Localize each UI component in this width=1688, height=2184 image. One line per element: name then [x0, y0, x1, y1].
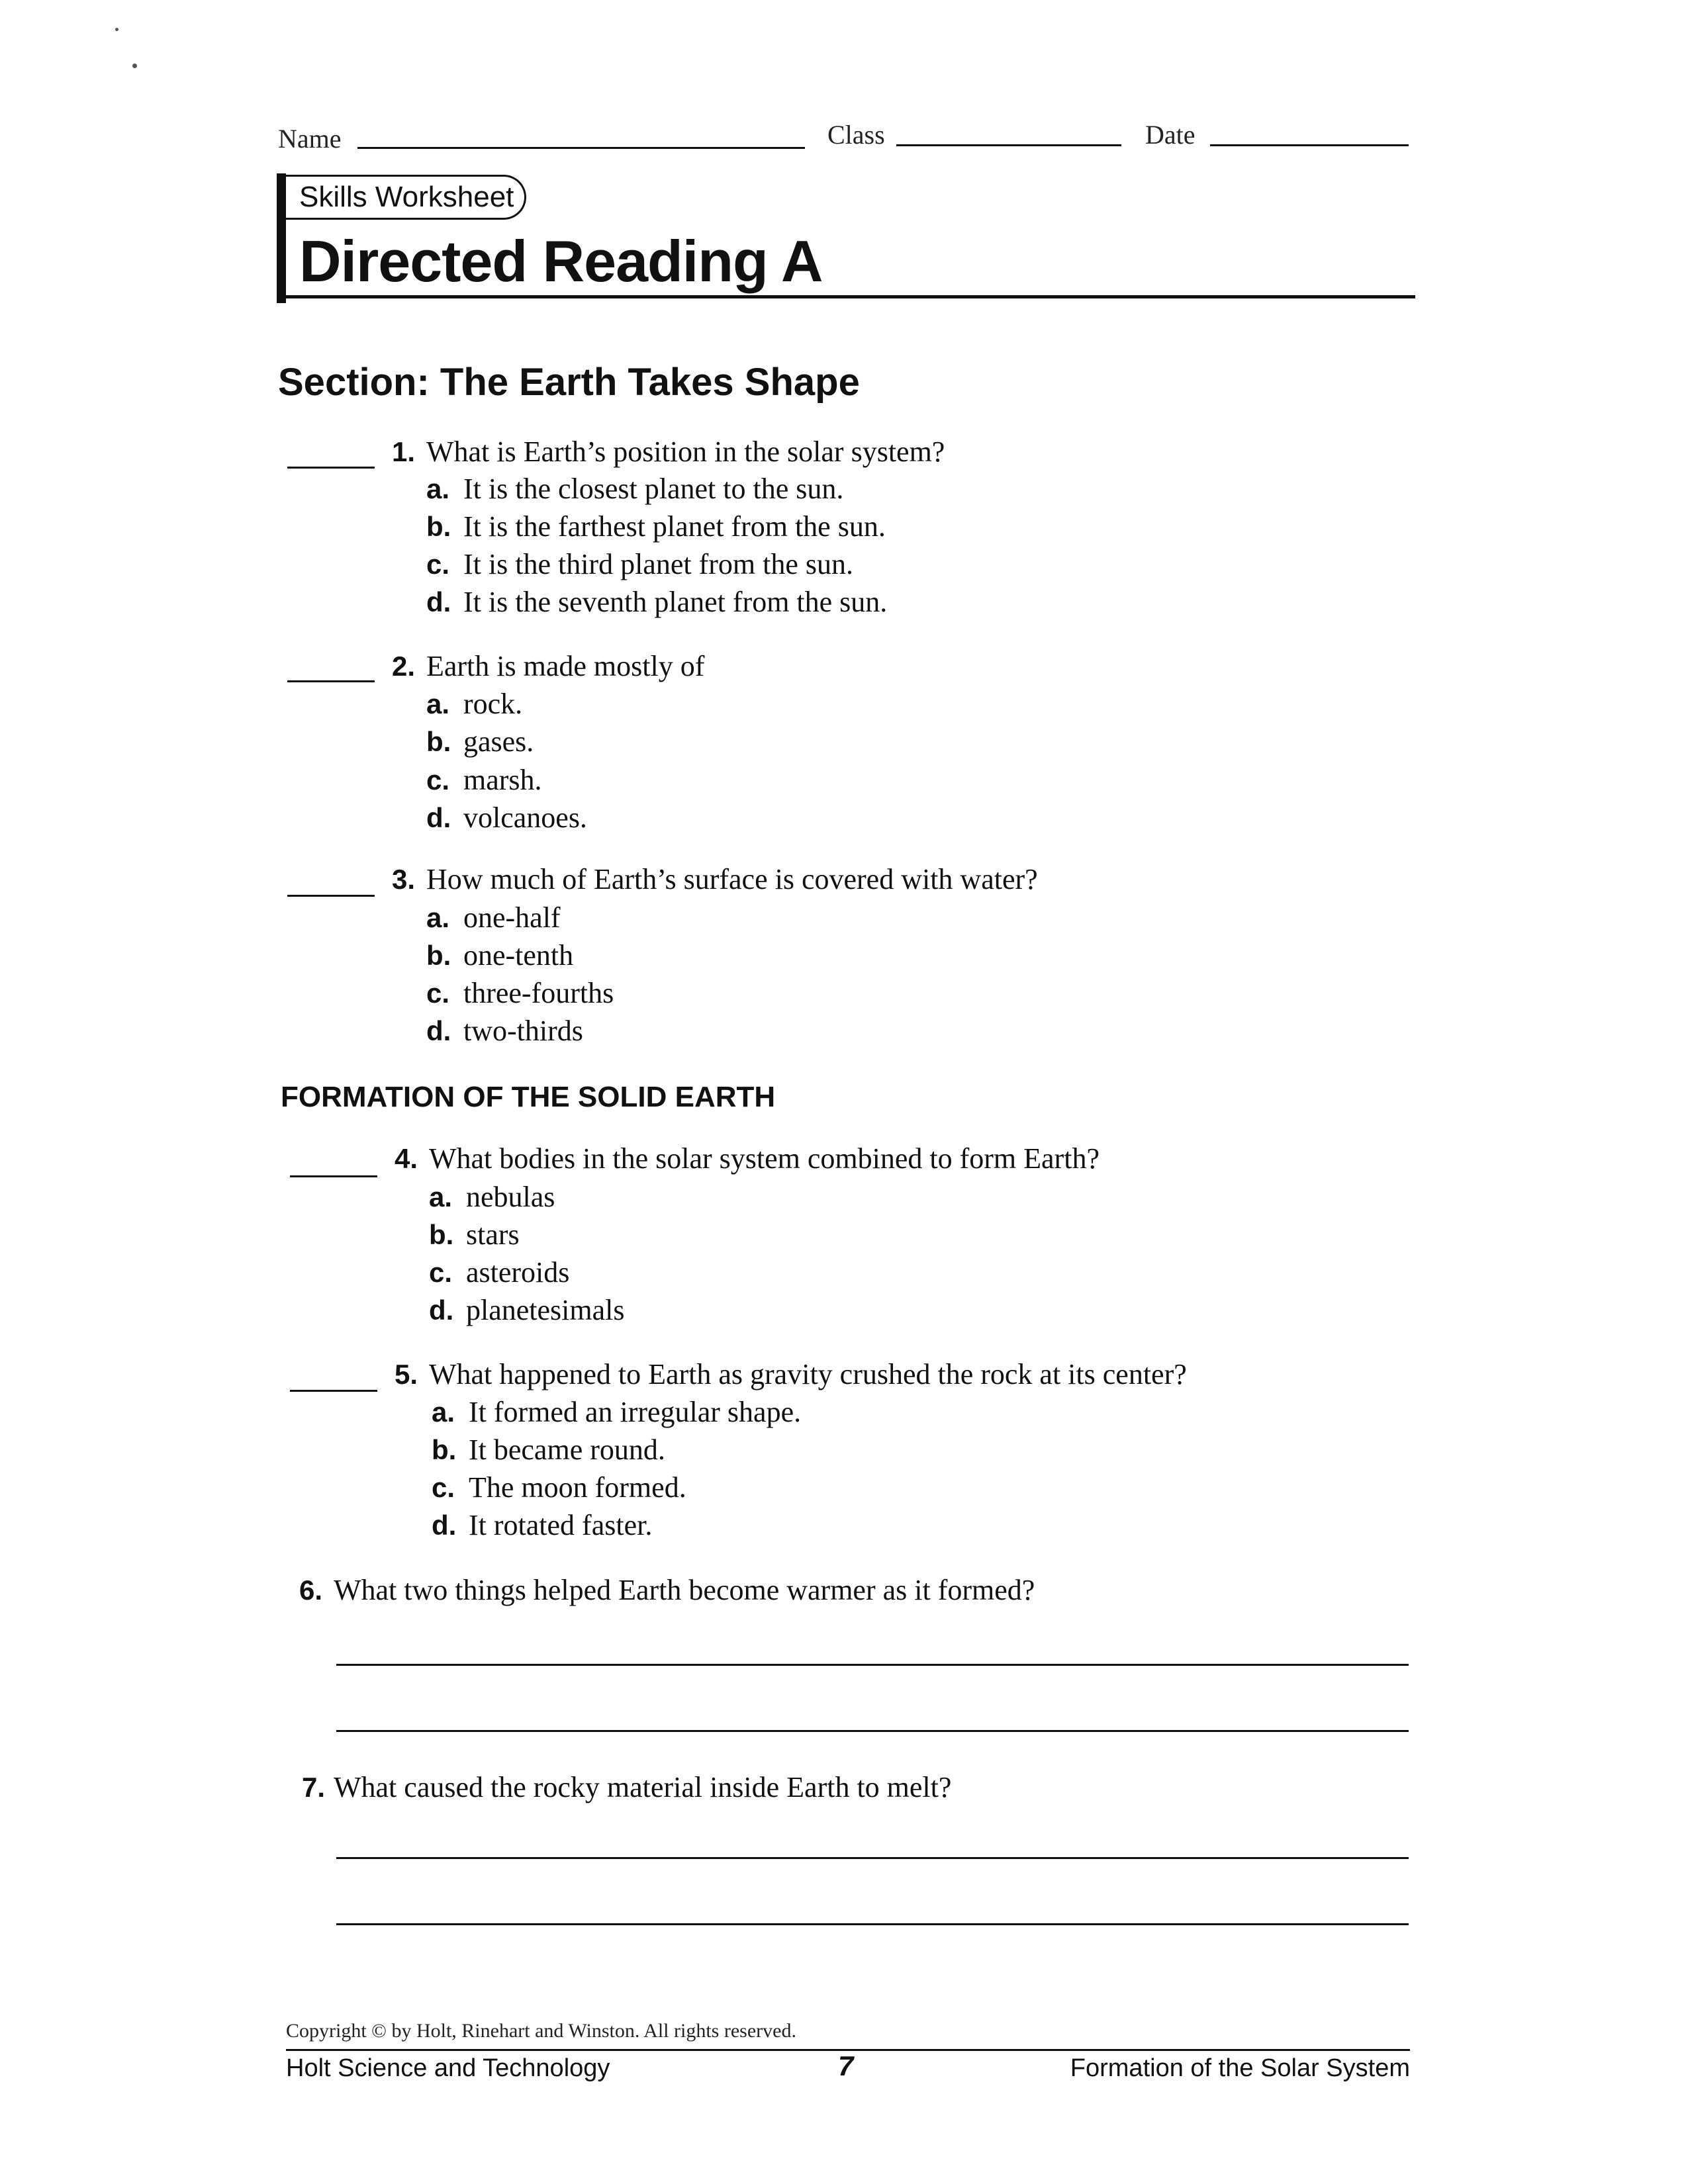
option-letter: b.	[426, 726, 451, 757]
footer-publication: Holt Science and Technology	[286, 2054, 610, 2082]
page-title: Directed Reading A	[299, 228, 823, 294]
option-letter: b.	[426, 511, 451, 542]
question-number: 6.	[299, 1574, 323, 1606]
option-text: volcanoes.	[463, 801, 587, 834]
answer-line[interactable]	[336, 1857, 1409, 1859]
option-letter: b.	[429, 1219, 454, 1250]
option-letter: c.	[426, 764, 450, 796]
question-number: 5.	[395, 1359, 418, 1390]
option-letter: a.	[429, 1181, 453, 1212]
scan-speck	[132, 64, 137, 68]
answer-blank[interactable]	[290, 1390, 377, 1392]
option-letter: c.	[426, 549, 450, 580]
option-text: It became round.	[469, 1433, 665, 1466]
skills-worksheet-tab: Skills Worksheet	[286, 175, 526, 220]
option-text: It rotated faster.	[469, 1509, 653, 1541]
option-text: asteroids	[466, 1256, 570, 1289]
option-text: rock.	[463, 688, 523, 720]
option-text: marsh.	[463, 764, 542, 796]
date-field[interactable]	[1210, 144, 1409, 146]
answer-line[interactable]	[336, 1664, 1409, 1666]
option-letter: a.	[432, 1396, 455, 1428]
option-text: one-tenth	[463, 939, 574, 972]
answer-line[interactable]	[336, 1923, 1409, 1925]
option-letter: b.	[432, 1434, 457, 1465]
question-number: 2.	[392, 651, 416, 682]
option-text: two-thirds	[463, 1015, 583, 1047]
option-text: It is the third planet from the sun.	[463, 548, 853, 580]
option-letter: d.	[426, 586, 451, 617]
option-text: three-fourths	[463, 977, 614, 1009]
page-number: 7	[838, 2050, 854, 2081]
option-text: nebulas	[466, 1181, 555, 1213]
date-label: Date	[1145, 120, 1196, 150]
option-text: It is the closest planet to the sun.	[463, 473, 844, 505]
option-text: It is the seventh planet from the sun.	[463, 586, 888, 618]
option-letter: a.	[426, 688, 450, 719]
option-letter: d.	[432, 1510, 457, 1541]
subsection-heading: FORMATION OF THE SOLID EARTH	[281, 1081, 776, 1113]
title-divider	[277, 295, 1415, 298]
option-letter: d.	[426, 1015, 451, 1046]
option-letter: c.	[432, 1472, 455, 1503]
question-text: What two things helped Earth become warmer as it formed?	[334, 1574, 1035, 1606]
class-field[interactable]	[896, 144, 1121, 146]
question-text: What is Earth’s position in the solar system?	[426, 435, 945, 468]
question-text: How much of Earth’s surface is covered with water?	[426, 863, 1038, 895]
name-label: Name	[278, 124, 342, 154]
question-number: 7.	[302, 1772, 326, 1803]
answer-blank[interactable]	[287, 467, 375, 469]
class-label: Class	[827, 120, 885, 150]
option-text: stars	[466, 1218, 520, 1251]
answer-blank[interactable]	[290, 1175, 377, 1177]
option-text: The moon formed.	[469, 1471, 686, 1504]
option-letter: b.	[426, 940, 451, 971]
question-number: 3.	[392, 864, 416, 895]
footer-chapter: Formation of the Solar System	[1070, 2054, 1410, 2082]
question-text: Earth is made mostly of	[426, 650, 705, 682]
option-letter: c.	[429, 1257, 453, 1288]
copyright-notice: Copyright © by Holt, Rinehart and Winston. All rights reserved.	[286, 2020, 796, 2042]
answer-blank[interactable]	[287, 680, 375, 682]
option-letter: a.	[426, 473, 450, 504]
question-number: 1.	[392, 436, 416, 467]
name-field[interactable]	[357, 147, 805, 149]
option-text: It is the farthest planet from the sun.	[463, 510, 886, 543]
option-letter: c.	[426, 978, 450, 1009]
option-letter: a.	[426, 902, 450, 933]
option-text: It formed an irregular shape.	[469, 1396, 802, 1428]
question-text: What caused the rocky material inside Earth to melt?	[334, 1771, 952, 1803]
section-heading: Section: The Earth Takes Shape	[278, 361, 860, 404]
scan-speck	[115, 28, 118, 31]
answer-blank[interactable]	[287, 895, 375, 897]
title-accent-bar	[277, 173, 286, 303]
option-text: one-half	[463, 901, 561, 934]
option-letter: d.	[429, 1295, 454, 1326]
question-text: What bodies in the solar system combined to form Earth?	[429, 1142, 1100, 1175]
option-text: gases.	[463, 725, 534, 758]
question-number: 4.	[395, 1143, 418, 1174]
option-text: planetesimals	[466, 1294, 625, 1326]
answer-line[interactable]	[336, 1730, 1409, 1732]
option-letter: d.	[426, 802, 451, 833]
question-text: What happened to Earth as gravity crushed the rock at its center?	[429, 1358, 1187, 1390]
